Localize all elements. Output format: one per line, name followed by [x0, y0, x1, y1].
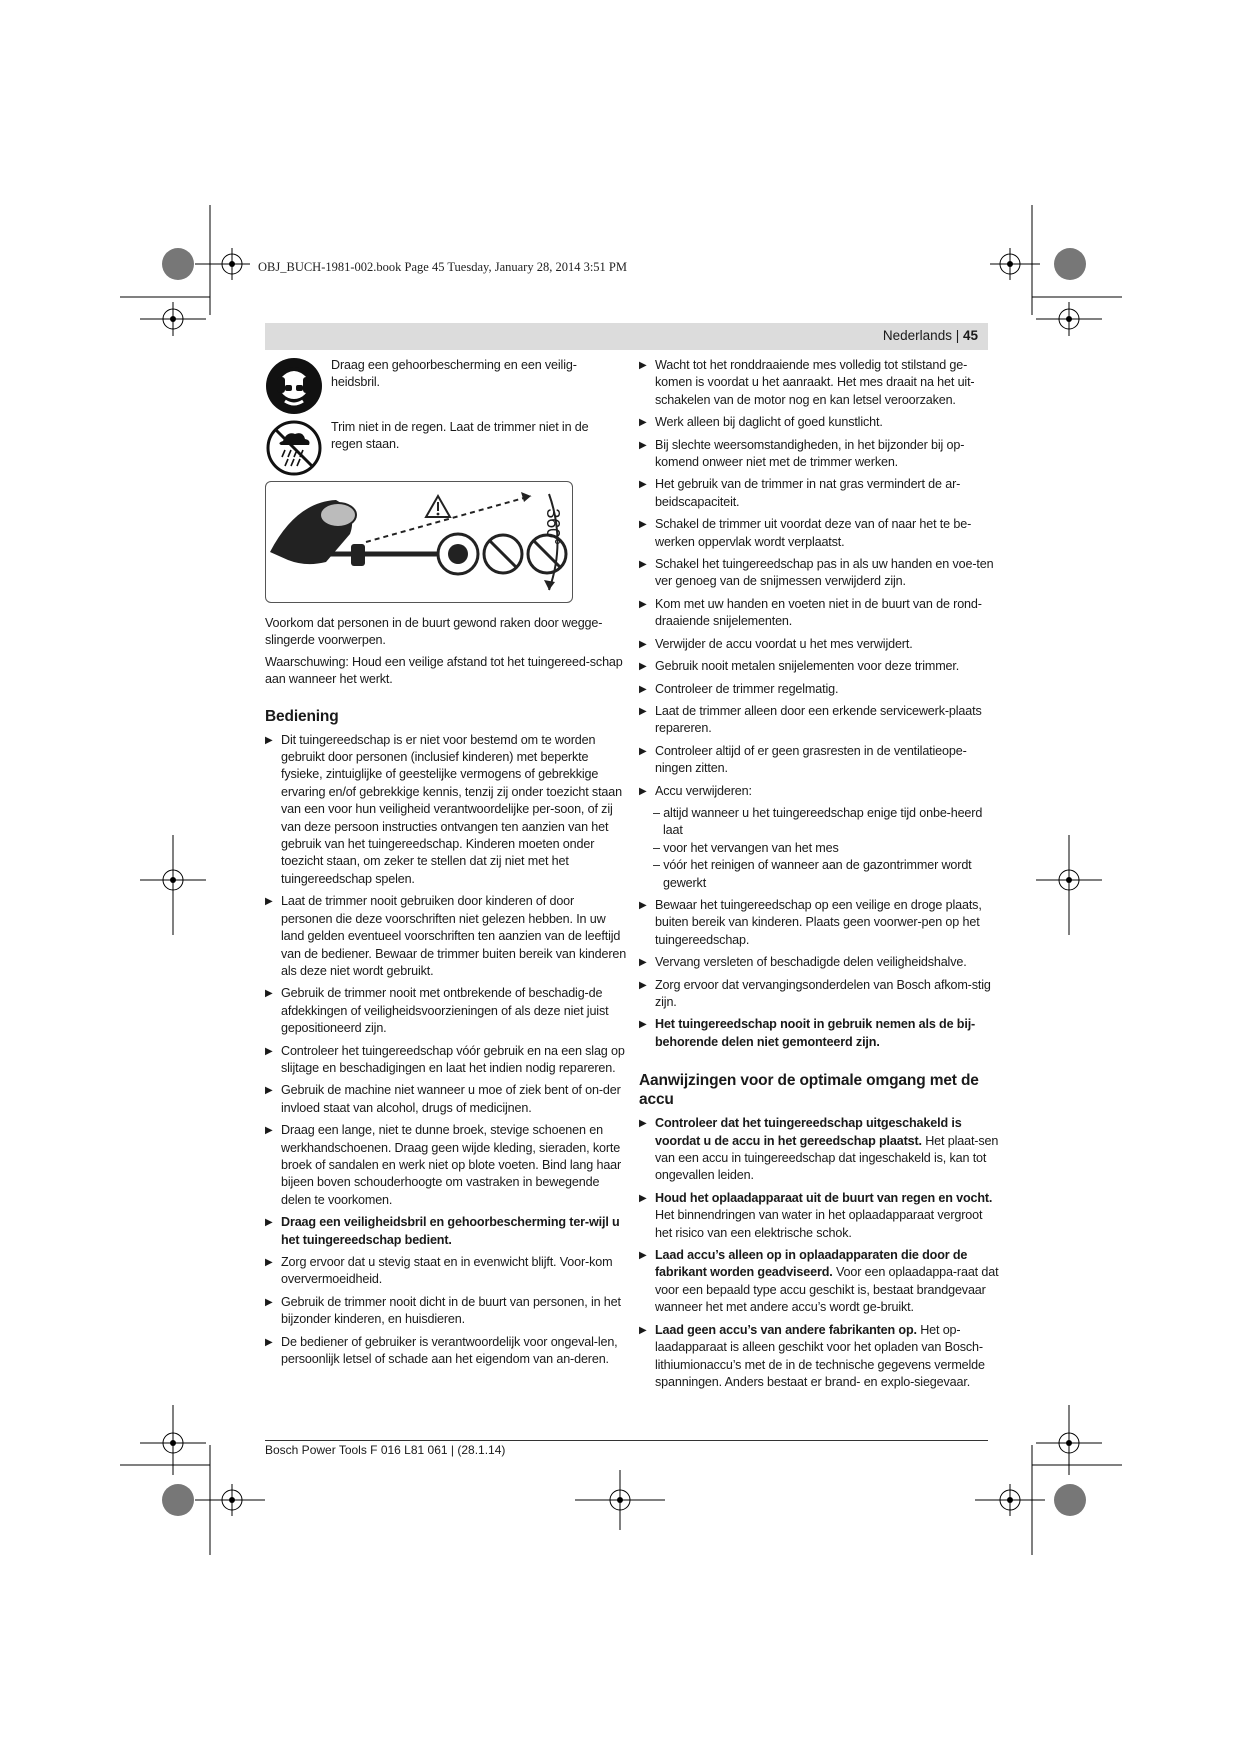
bullet-arrow-icon: ▶	[639, 683, 647, 695]
bullet-arrow-icon: ▶	[265, 1125, 273, 1137]
list-item-text: Laat de trimmer alleen door een erkende servicewerk-plaats repareren.	[655, 703, 982, 736]
battery-removal-sublist	[639, 805, 1001, 892]
list-item	[639, 636, 1001, 653]
right-column	[639, 357, 1001, 1396]
list-item-text: Het binnendringen van water in het oplaadapparaat vergroot het risico van een elektrische schok.	[655, 1208, 983, 1240]
ear-eye-protection-icon	[265, 357, 323, 415]
list-item	[639, 703, 1001, 738]
list-item-text: De bediener of gebruiker is verantwoordelijk voor ongeval-len, persoonlijk letsel of schade aan het eigendom van an-deren.	[281, 1334, 618, 1367]
list-item-text: Vervang versleten of beschadigde delen veiligheidshalve.	[655, 955, 967, 970]
list-item	[639, 437, 1001, 472]
file-header: OBJ_BUCH-1981-002.book Page 45 Tuesday, January 28, 2014 3:51 PM	[258, 260, 627, 274]
trimmer-illustration	[266, 482, 572, 602]
list-item-text: Kom met uw handen en voeten niet in de buurt van de rond-draaiende snijelementen.	[655, 596, 982, 629]
list-item-text: Het plaat-sen van een accu in tuingereedschap dat ingeschakeld is, kan tot ongevallen leiden.	[655, 1133, 999, 1183]
bullet-arrow-icon: ▶	[265, 1296, 273, 1308]
safety-text-protection: Draag een gehoorbescherming en een veilig-heidsbril.	[331, 358, 577, 390]
list-item-text: Schakel de trimmer uit voordat deze van of naar het te be-werken oppervlak wordt verplaatst.	[655, 517, 972, 549]
list-item	[639, 1247, 1001, 1317]
angle-label: 360°	[543, 508, 564, 546]
bullet-arrow-icon: ▶	[639, 661, 647, 673]
bullet-arrow-icon: ▶	[639, 1192, 647, 1204]
list-item-text: Gebruik de trimmer nooit dicht in de buurt van personen, in het bijzonder kinderen, en huisdieren.	[281, 1294, 621, 1327]
list-item	[265, 1334, 627, 1369]
operation-list	[265, 732, 627, 1369]
list-item	[639, 977, 1001, 1012]
list-item	[639, 954, 1001, 971]
list-item	[265, 1214, 627, 1249]
page-number: 45	[962, 328, 978, 343]
list-item-text: Controleer het tuingereedschap vóór gebruik en na een slag op slijtage en beschadigingen en laat het indien nodig repareren.	[281, 1043, 625, 1075]
list-item	[265, 1122, 627, 1209]
list-item	[639, 783, 1001, 800]
battery-list	[639, 1115, 1001, 1391]
safety-list-continued	[639, 897, 1001, 1051]
bullet-arrow-icon: ▶	[639, 638, 647, 650]
list-item	[265, 985, 627, 1037]
list-item	[265, 732, 627, 889]
safety-text-rain: Trim niet in de regen. Laat de trimmer niet in de regen staan.	[331, 420, 589, 452]
list-item-text: Gebruik de machine niet wanneer u moe of ziek bent of on-der invloed staat van alcohol, drugs of medicijnen.	[281, 1083, 621, 1115]
list-item-text: Voor een oplaadappa-raat dat voor een bepaald type accu geschikt is, bestaat brandgevaar wanneer het met andere accu’s wordt ge-bruikt.	[655, 1265, 999, 1315]
section-heading-operation: Bediening	[265, 707, 339, 725]
no-rain-icon	[265, 419, 323, 477]
bullet-arrow-icon: ▶	[639, 417, 647, 429]
sublist-item: – altijd wanneer u het tuingereedschap enige tijd onbe-heerd laat	[653, 805, 983, 838]
sublist-item: – vóór het reinigen of wanneer aan de gazontrimmer wordt gewerkt	[653, 858, 972, 890]
bullet-arrow-icon: ▶	[265, 734, 273, 746]
list-item	[265, 893, 627, 980]
list-item	[639, 1190, 1001, 1242]
safety-list	[639, 357, 1001, 800]
bullet-arrow-icon: ▶	[639, 1118, 647, 1130]
safety-row-protection	[265, 357, 627, 412]
list-item-text: Wacht tot het ronddraaiende mes volledig tot stilstand ge-komen is voordat u het aanraakt. Het mes draait na het uit-schakelen van de motor nog en kan letsel veroorzaken.	[655, 358, 975, 407]
list-item	[639, 658, 1001, 675]
distance-warning-figure	[265, 481, 573, 603]
list-item-text: Het op-laadapparaat is alleen geschikt voor het opladen van Bosch-lithiumionaccu’s met de in de technische gegevens vermelde spanningen. Anders bestaat er brand- en explo-siegevaar.	[655, 1322, 985, 1389]
list-item	[265, 1043, 627, 1078]
bullet-arrow-icon: ▶	[639, 745, 647, 757]
list-item-text: Draag een lange, niet te dunne broek, stevige schoenen en werkhandschoenen. Draag geen wijde kleding, sieraden, korte broek of sandalen en werk niet op blote voeten. Bind lang haar bijeen boven schouderhoogte om vastraken in bewegende delen te voorkomen.	[281, 1123, 622, 1207]
bullet-arrow-icon: ▶	[265, 1045, 273, 1057]
bullet-arrow-icon: ▶	[639, 559, 647, 571]
list-item	[639, 743, 1001, 778]
list-item-text: Werk alleen bij daglicht of goed kunstlicht.	[655, 415, 883, 430]
list-item-bold-text: Houd het oplaadapparaat uit de buurt van regen en vocht.	[655, 1190, 993, 1205]
bullet-arrow-icon: ▶	[639, 705, 647, 717]
bullet-arrow-icon: ▶	[639, 519, 647, 531]
list-item-text: Verwijder de accu voordat u het mes verwijdert.	[655, 636, 913, 651]
paragraph-distance-warning: Waarschuwing: Houd een veilige afstand tot het tuingereed-schap aan wanneer het werkt.	[265, 654, 623, 687]
section-heading-battery: Aanwijzingen voor de optimale omgang met de accu	[639, 1072, 979, 1109]
bullet-arrow-icon: ▶	[639, 360, 647, 371]
list-item	[639, 1322, 1001, 1392]
list-item	[639, 1115, 1001, 1185]
bullet-arrow-icon: ▶	[265, 1085, 273, 1097]
list-item-bold-text: Controleer dat het tuingereedschap uitgeschakeld is voordat u de accu in het gereedschap plaatst.	[655, 1116, 962, 1148]
bullet-arrow-icon: ▶	[265, 988, 273, 1000]
list-item-bold-text: Laad geen accu’s van andere fabrikanten op.	[655, 1322, 917, 1337]
bullet-arrow-icon: ▶	[639, 1250, 647, 1262]
list-item-text: Bewaar het tuingereedschap op een veilige en droge plaats, buiten bereik van kinderen. Plaats geen voorwer-pen op het tuingereedschap.	[655, 897, 982, 947]
list-item-text: Bij slechte weersomstandigheden, in het bijzonder bij op-komend onweer niet met de trimmer werken.	[655, 437, 965, 470]
bullet-arrow-icon: ▶	[265, 896, 273, 908]
list-item-text: Accu verwijderen:	[655, 783, 752, 798]
bullet-arrow-icon: ▶	[265, 1336, 273, 1348]
list-item	[639, 681, 1001, 698]
page-header	[265, 323, 988, 350]
footer: Bosch Power Tools F 016 L81 061 | (28.1.14)	[265, 1443, 506, 1457]
footer-divider	[265, 1440, 988, 1441]
list-item-bold-text: Laad accu’s alleen op in oplaadapparaten die door de fabrikant worden geadviseerd.	[655, 1248, 968, 1280]
list-item	[639, 556, 1001, 591]
list-item-text: Het gebruik van de trimmer in nat gras vermindert de ar-beidscapaciteit.	[655, 477, 961, 509]
list-item-text: Gebruik de trimmer nooit met ontbrekende of beschadig-de afdekkingen of veiligheidsvoorzieningen of als deze niet juist gepositioneerd zijn.	[281, 986, 609, 1036]
list-item-text: Laat de trimmer nooit gebruiken door kinderen of door personen die deze voorschriften niet gelezen hebben. In uw land gelden eventueel voorschriften ten aanzien van de leeftijd van de bediener. Bewaar de trimmer buiten bereik van kinderen als deze niet wordt gebruikt.	[281, 894, 627, 978]
bullet-arrow-icon: ▶	[639, 957, 647, 969]
bullet-arrow-icon: ▶	[639, 479, 647, 491]
list-item	[639, 596, 1001, 631]
bullet-arrow-icon: ▶	[639, 1019, 647, 1031]
list-item	[639, 414, 1001, 431]
bullet-arrow-icon: ▶	[639, 1324, 647, 1336]
list-item	[265, 1294, 627, 1329]
bullet-arrow-icon: ▶	[265, 1257, 273, 1268]
bullet-arrow-icon: ▶	[265, 1217, 273, 1229]
bullet-arrow-icon: ▶	[639, 979, 647, 991]
list-item-text: Zorg ervoor dat u stevig staat en in evenwicht blijft. Voor-kom oververmoeidheid.	[281, 1255, 613, 1287]
list-item-bold-text: Draag een veiligheidsbril en gehoorbescherming ter-wijl u het tuingereedschap bedient.	[281, 1215, 620, 1247]
separator: |	[951, 328, 963, 343]
language-label: Nederlands	[882, 328, 952, 343]
bullet-arrow-icon: ▶	[639, 598, 647, 610]
list-item	[265, 1082, 627, 1117]
bullet-arrow-icon: ▶	[639, 899, 647, 911]
list-item-bold-text: Het tuingereedschap nooit in gebruik nemen als de bij-behorende delen niet gemonteerd zijn.	[655, 1017, 976, 1049]
paragraph-thrown-objects: Voorkom dat personen in de buurt gewond raken door wegge-slingerde voorwerpen.	[265, 616, 603, 648]
list-item	[265, 1254, 627, 1289]
sublist-item: – voor het vervangen van het mes	[653, 840, 839, 855]
list-item	[639, 897, 1001, 949]
list-item	[639, 1016, 1001, 1051]
list-item-text: Controleer altijd of er geen grasresten in de ventilatieope-ningen zitten.	[655, 743, 967, 776]
bullet-arrow-icon: ▶	[639, 785, 647, 797]
list-item-text: Controleer de trimmer regelmatig.	[655, 681, 839, 696]
list-item-text: Gebruik nooit metalen snijelementen voor deze trimmer.	[655, 659, 960, 674]
list-item	[639, 357, 1001, 409]
list-item	[639, 476, 1001, 511]
left-column	[265, 357, 627, 1373]
list-item-text: Schakel het tuingereedschap pas in als uw handen en voe-ten ver genoeg van de snijmessen verwijderd zijn.	[655, 557, 994, 589]
bullet-arrow-icon: ▶	[639, 439, 647, 451]
list-item-text: Dit tuingereedschap is er niet voor bestemd om te worden gebruikt door personen (inclusief kinderen) met beperkte fysieke, zintuiglijke of geestelijke vermogens of gebrekkige ervaring en/of gebrekkige kennis, tenzij zij onder toezicht staan van een voor hun veiligheid verantwoordelijke per-soon, of zij van deze persoon instructies ontvangen ten aanzien van het gebruik van het tuingereedschap. Kinderen moeten onder toezicht staan, om zeker te stellen dat zij niet met het tuingereedschap spelen.	[281, 732, 622, 886]
list-item	[639, 516, 1001, 551]
list-item-text: Zorg ervoor dat vervangingsonderdelen van Bosch afkom-stig zijn.	[655, 977, 991, 1009]
safety-row-rain	[265, 419, 627, 474]
